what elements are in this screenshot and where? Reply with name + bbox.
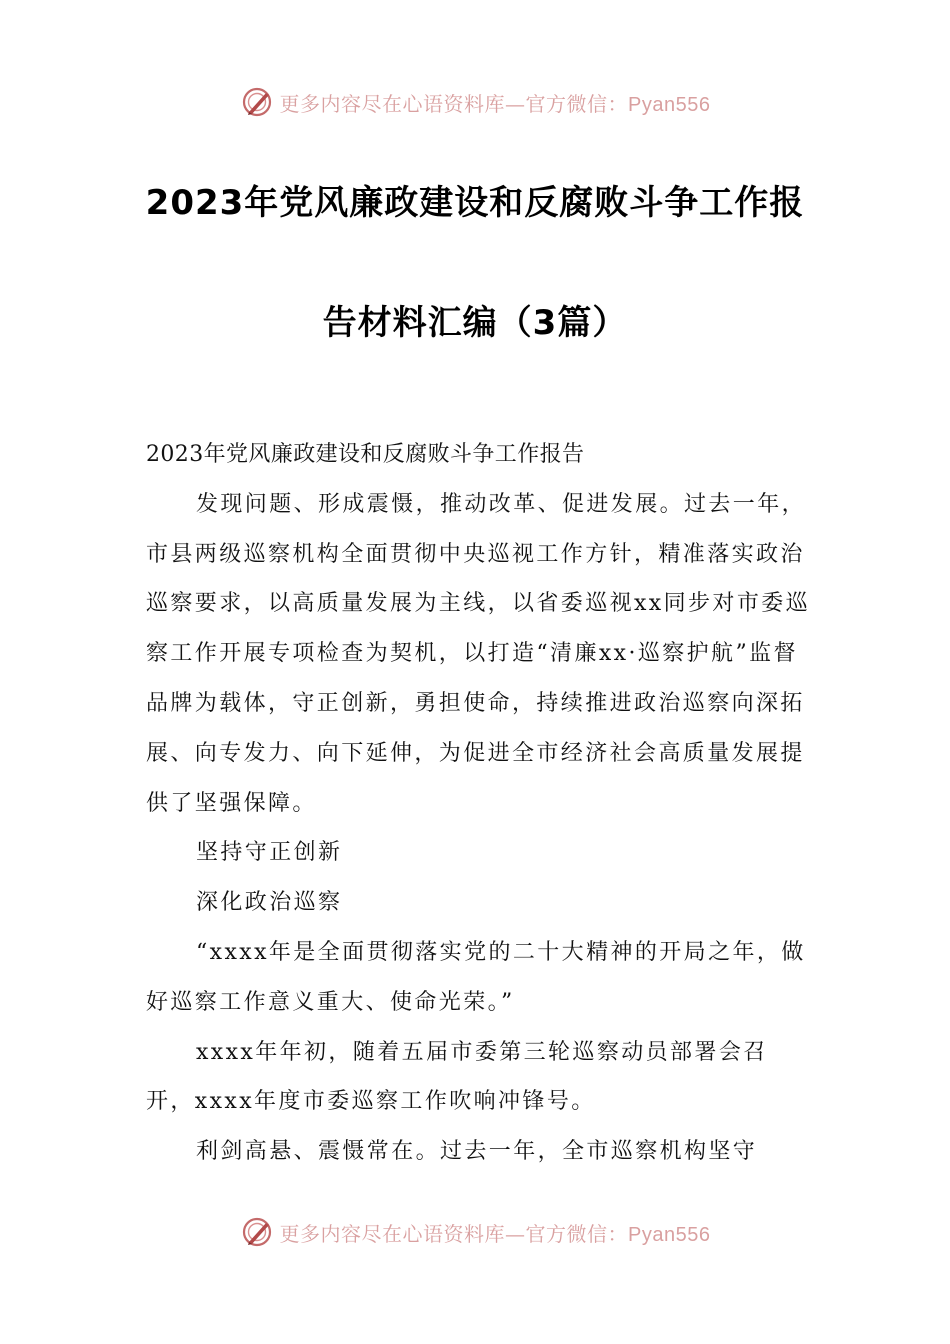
document-title-line-1: 2023年党风廉政建设和反腐败斗争工作报 — [145, 183, 805, 223]
body-paragraph: xxxx年年初，随着五届市委第三轮巡察动员部署会召开，xxxx年度市委巡察工作吹响冲锋号。 — [146, 1039, 768, 1115]
document-title-line-2: 告材料汇编（3篇） — [322, 303, 628, 343]
watermark-text: 更多内容尽在心语资料库—官方微信：Pyan556 — [279, 91, 711, 116]
pen-circle-logo-icon — [240, 85, 274, 119]
watermark-text: 更多内容尽在心语资料库—官方微信：Pyan556 — [279, 1221, 711, 1246]
pen-circle-logo-icon — [240, 1215, 274, 1249]
subheading: 深化政治巡察 — [196, 890, 343, 916]
header-watermark — [0, 82, 950, 122]
body-paragraph: 发现问题、形成震慑，推动改革、促进发展。过去一年，市县两级巡察机构全面贯彻中央巡视工作方针，精准落实政治巡察要求，以高质量发展为主线，以省委巡视xx同步对市委巡察工作开展专项检查为契机，以打造“清廉xx·巡察护航”监督品牌为载体，守正创新，勇担使命，持续推进政治巡察向深拓展、向专发力、向下延伸，为促进全市经济社会高质量发展提供了坚强保障。 — [146, 491, 811, 816]
body-paragraph: 利剑高悬、震慑常在。过去一年，全市巡察机构坚守 — [196, 1139, 758, 1165]
section-heading: 2023年党风廉政建设和反腐败斗争工作报告 — [146, 442, 585, 467]
document-body — [146, 430, 811, 1177]
subheading: 坚持守正创新 — [196, 840, 343, 866]
body-paragraph: “xxxx年是全面贯彻落实党的二十大精神的开局之年，做好巡察工作意义重大、使命光荣。” — [146, 939, 806, 1015]
footer-watermark — [0, 1212, 950, 1252]
